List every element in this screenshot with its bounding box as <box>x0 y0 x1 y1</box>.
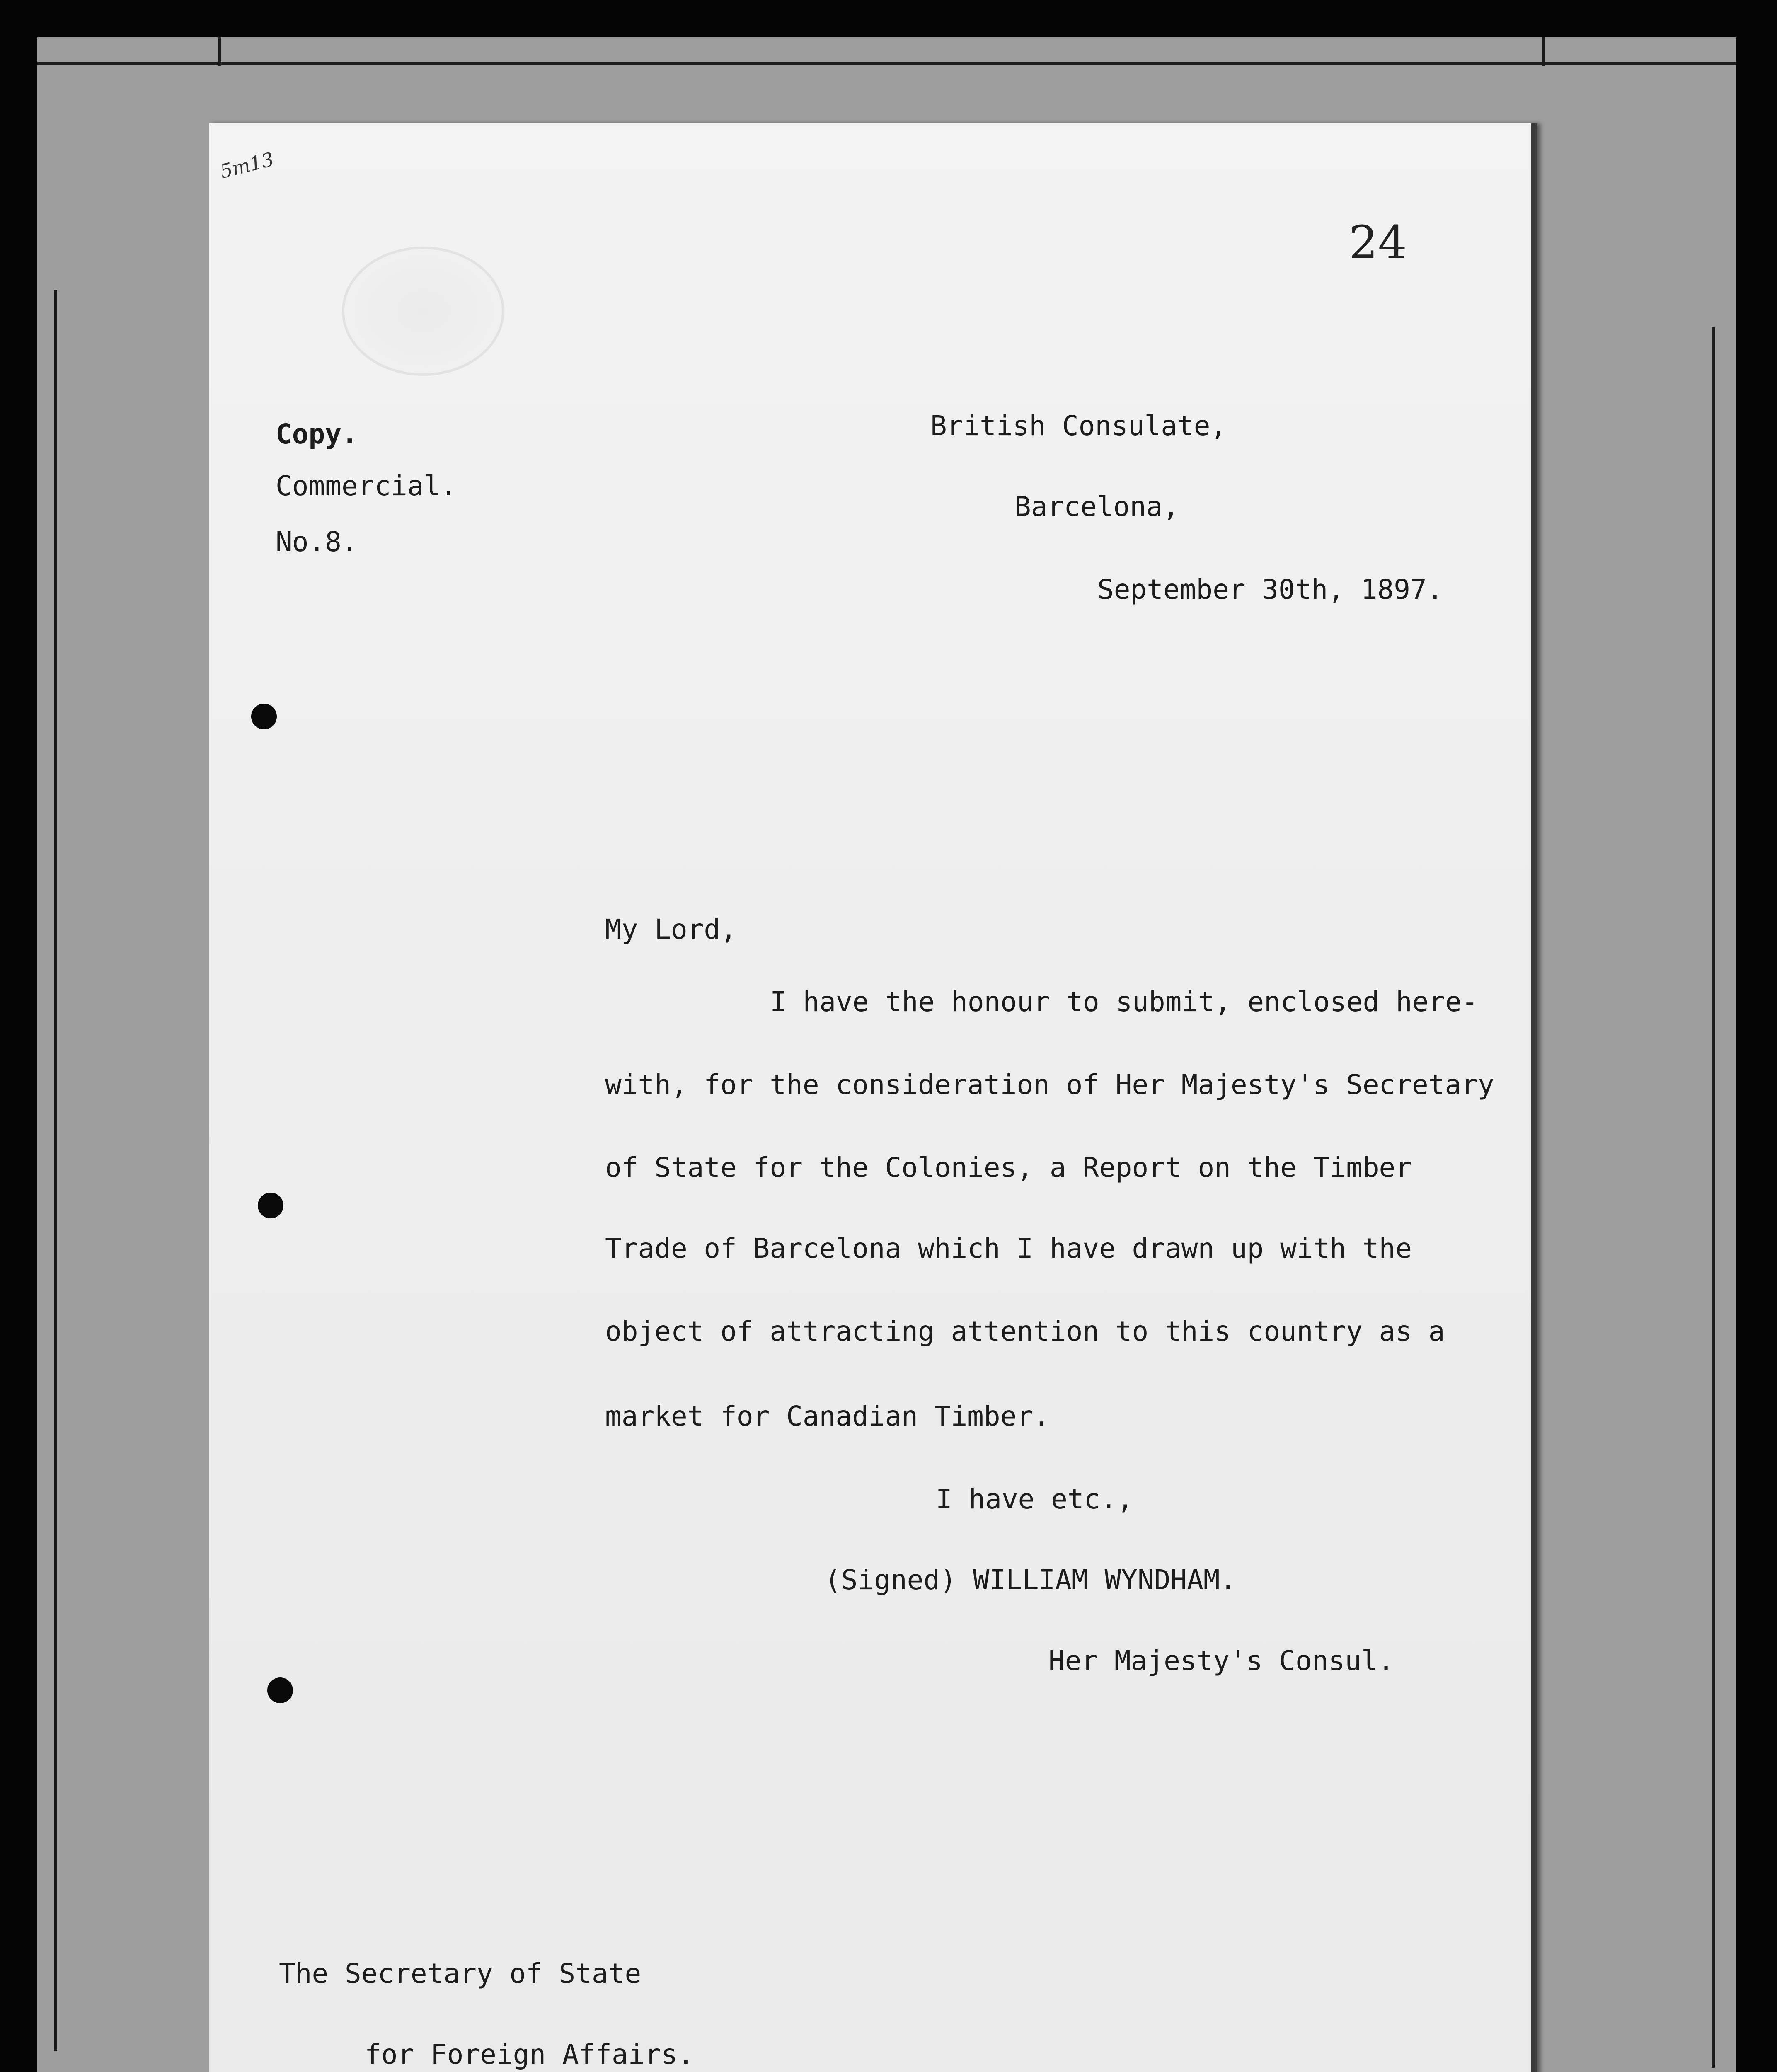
page-number: 24 <box>1349 216 1407 269</box>
punch-hole-middle-icon <box>258 1193 283 1218</box>
addressee-line-2: for Foreign Affairs. <box>365 2038 694 2070</box>
sender-office: British Consulate, <box>930 410 1227 442</box>
punch-hole-bottom-icon <box>267 1677 293 1703</box>
signature: (Signed) WILLIAM WYNDHAM. <box>825 1564 1237 1596</box>
header-number: No.8. <box>276 526 358 558</box>
letter-date: September 30th, 1897. <box>1097 574 1443 605</box>
backing-tick-top-left <box>218 37 221 66</box>
closing: I have etc., <box>936 1483 1133 1515</box>
body-line: I have the honour to submit, enclosed here- <box>770 986 1478 1018</box>
body-line: with, for the consideration of Her Majesty's Secretary <box>605 1069 1494 1101</box>
margin-mark: 5m13 <box>218 148 276 183</box>
backing-line-top <box>37 62 1736 65</box>
body-line: Trade of Barcelona which I have drawn up with the <box>605 1232 1412 1264</box>
salutation: My Lord, <box>605 913 737 945</box>
addressee-line-1: The Secretary of State <box>279 1958 642 1990</box>
sender-city: Barcelona, <box>1014 491 1179 523</box>
backing-line-right <box>1712 327 1715 2068</box>
signature-title: Her Majesty's Consul. <box>1048 1645 1394 1677</box>
body-line: of State for the Colonies, a Report on the Timber <box>605 1152 1412 1184</box>
backing-tick-top-right <box>1542 37 1545 66</box>
backing-line-left <box>54 290 57 2051</box>
embossed-seal-icon <box>342 247 504 376</box>
header-copy: Copy. <box>276 418 358 450</box>
header-commercial: Commercial. <box>276 470 457 502</box>
body-line: market for Canadian Timber. <box>605 1400 1050 1432</box>
body-line: object of attracting attention to this country as a <box>605 1315 1445 1347</box>
punch-hole-top-icon <box>251 704 277 729</box>
